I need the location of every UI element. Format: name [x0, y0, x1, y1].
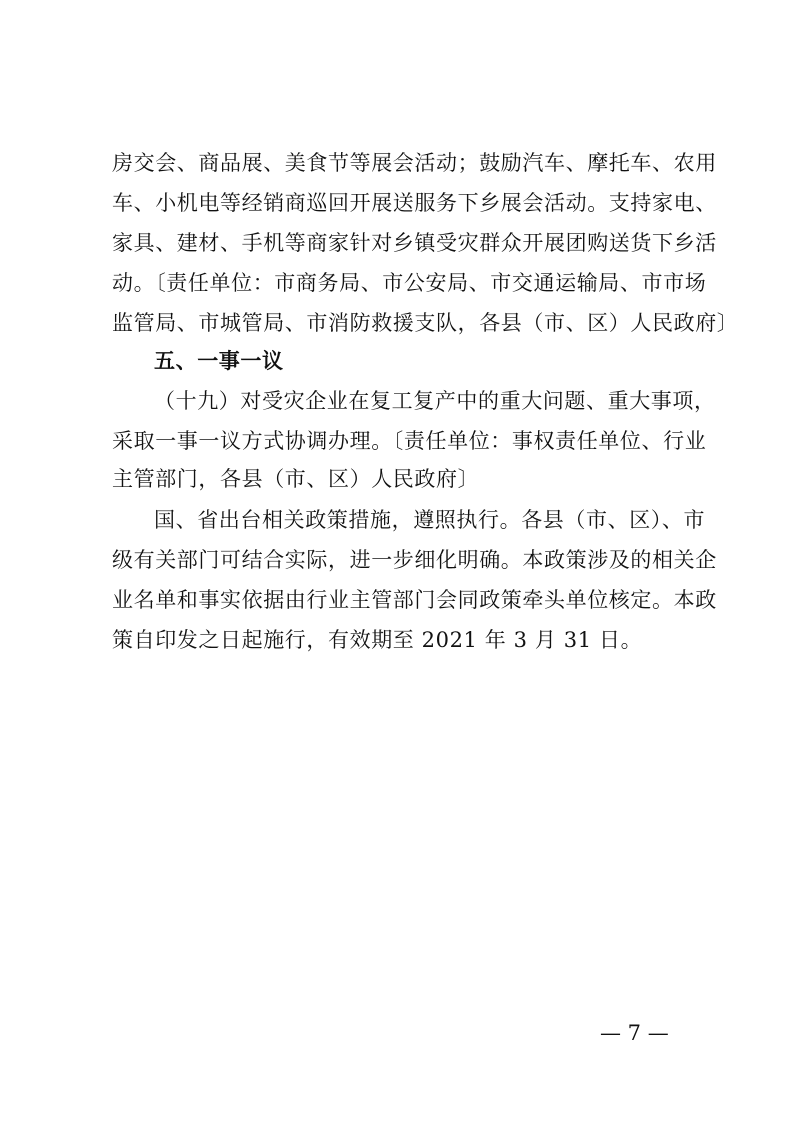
body-line-4: 动。〔责任单位：市商务局、市公安局、市交通运输局、市市场 [112, 271, 707, 295]
body-line-12: 业名单和事实依据由行业主管部门会同政策牵头单位核定。本政 [112, 588, 717, 612]
body-line-9: 主管部门，各县（市、区）人民政府〕 [112, 467, 480, 491]
body-line-5: 监管局、市城管局、市消防救援支队，各县（市、区）人民政府〕 [112, 311, 739, 335]
body-line-10: 国、省出台相关政策措施，遵照执行。各县（市、区）、市 [154, 508, 706, 532]
body-line-3: 家具、建材、手机等商家针对乡镇受灾群众开展团购送货下乡活 [112, 231, 717, 255]
body-line-1: 房交会、商品展、美食节等展会活动；鼓励汽车、摩托车、农用 [112, 151, 717, 175]
body-line-8: 采取一事一议方式协调办理。〔责任单位：事权责任单位、行业 [112, 429, 707, 453]
body-line-2: 车、小机电等经销商巡回开展送服务下乡展会活动。支持家电、 [112, 191, 717, 215]
body-line-11: 级有关部门可结合实际，进一步细化明确。本政策涉及的相关企 [112, 548, 717, 572]
body-line-13: 策自印发之日起施行，有效期至 2021 年 3 月 31 日。 [112, 628, 643, 652]
section-heading: 五、一事一议 [154, 349, 284, 373]
body-line-7: （十九）对受灾企业在复工复产中的重大问题、重大事项， [154, 389, 716, 413]
page-number: — 7 — [600, 1021, 669, 1045]
